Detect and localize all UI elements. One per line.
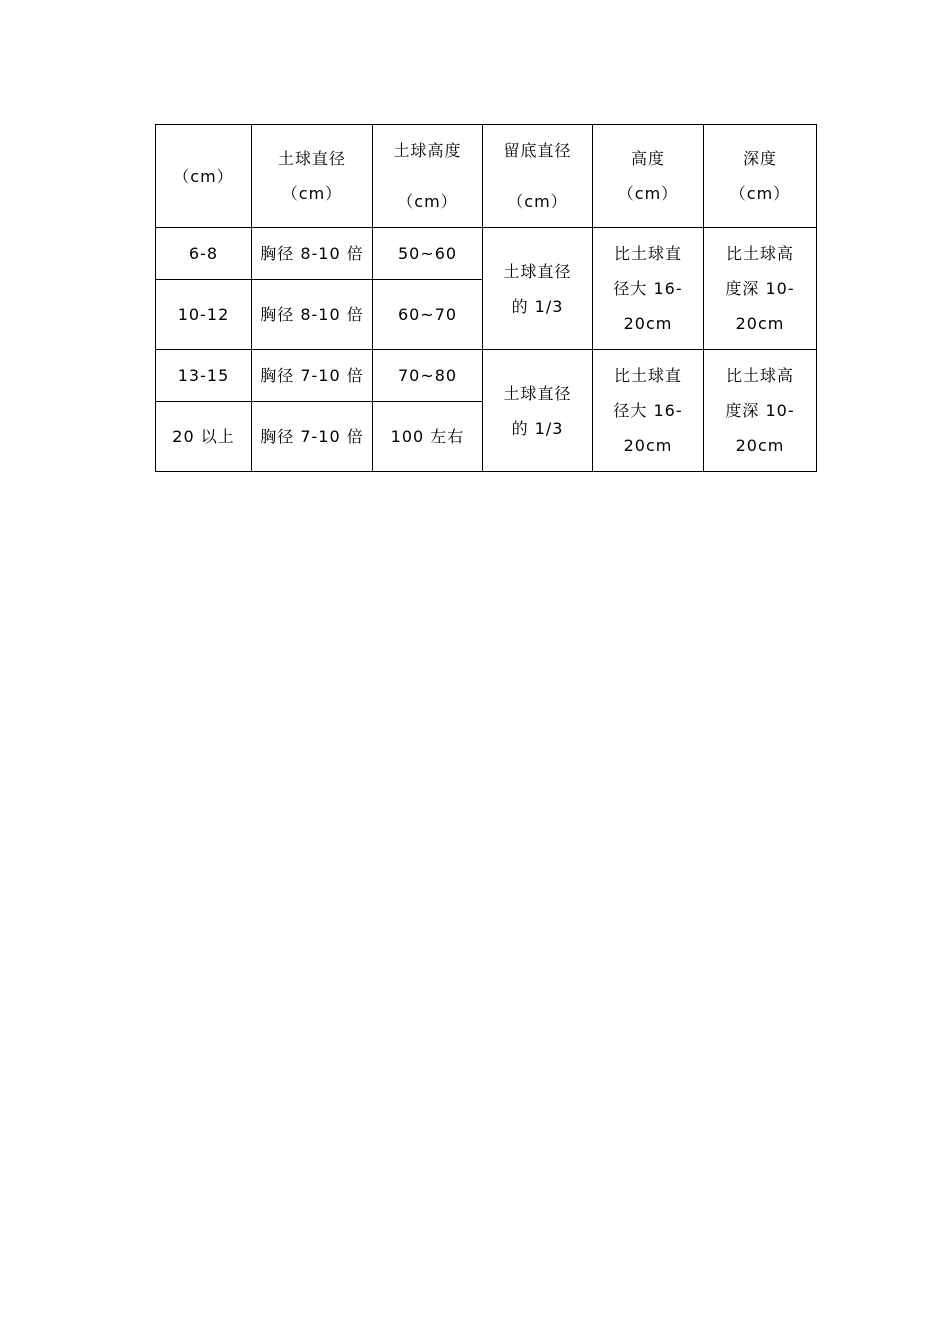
bottom-diameter-line: 的 1/3 (511, 418, 564, 438)
pit-depth-cell (704, 350, 817, 472)
header-pit-depth-label: 深度 (742, 149, 777, 168)
ball-height-cell: 50~60 (373, 228, 483, 280)
header-ball-height-label: 土球高度 (393, 141, 462, 160)
header-bottom-diameter-label: 留底直径 (503, 141, 572, 160)
ball-diameter-cell: 胸径 8-10 倍 (252, 228, 373, 280)
ball-diameter-cell: 胸径 7-10 倍 (252, 402, 373, 472)
pit-height-line: 径大 16- (613, 401, 683, 420)
size-cell: 20 以上 (156, 402, 252, 472)
header-cell-bottom-diameter (483, 125, 593, 228)
header-pit-height-unit: （cm） (617, 184, 679, 203)
pit-height-line: 20cm (623, 314, 673, 333)
pit-height-line: 比土球直 (613, 366, 682, 385)
ball-diameter-cell: 胸径 7-10 倍 (252, 350, 373, 402)
ball-diameter-cell: 胸径 8-10 倍 (252, 280, 373, 350)
bottom-diameter-cell (483, 350, 593, 472)
bottom-diameter-line: 土球直径 (503, 383, 572, 403)
pit-depth-line: 比土球高 (725, 244, 794, 263)
pit-height-line: 径大 16- (613, 279, 683, 298)
transplant-spec-table (155, 124, 817, 472)
ball-height-cell: 60~70 (373, 280, 483, 350)
header-cell-ball-height (373, 125, 483, 228)
header-cell-pit-depth (704, 125, 817, 228)
size-cell: 13-15 (156, 350, 252, 402)
header-ball-height-unit: （cm） (397, 192, 458, 211)
pit-depth-line: 比土球高 (725, 366, 794, 385)
header-cell-size (156, 125, 252, 228)
table-row (156, 228, 817, 280)
header-pit-depth-unit: （cm） (729, 184, 791, 203)
header-row (156, 125, 817, 228)
header-size-unit: （cm） (173, 166, 234, 186)
header-pit-height-label: 高度 (630, 149, 665, 168)
header-ball-diameter-unit: （cm） (281, 184, 343, 203)
table-row (156, 350, 817, 402)
header-cell-pit-height (593, 125, 704, 228)
ball-height-cell: 70~80 (373, 350, 483, 402)
pit-depth-cell (704, 228, 817, 350)
pit-depth-line: 度深 10- (725, 279, 795, 298)
ball-height-cell: 100 左右 (373, 402, 483, 472)
header-ball-diameter-label: 土球直径 (277, 149, 346, 168)
header-cell-ball-diameter (252, 125, 373, 228)
pit-height-line: 20cm (623, 436, 673, 455)
pit-height-cell (593, 350, 704, 472)
size-cell: 6-8 (156, 228, 252, 280)
pit-depth-line: 度深 10- (725, 401, 795, 420)
size-cell: 10-12 (156, 280, 252, 350)
pit-depth-line: 20cm (735, 314, 785, 333)
pit-depth-line: 20cm (735, 436, 785, 455)
bottom-diameter-line: 的 1/3 (511, 296, 564, 316)
pit-height-cell (593, 228, 704, 350)
bottom-diameter-line: 土球直径 (503, 261, 572, 281)
bottom-diameter-cell (483, 228, 593, 350)
header-bottom-diameter-unit: （cm） (507, 192, 568, 211)
pit-height-line: 比土球直 (613, 244, 682, 263)
